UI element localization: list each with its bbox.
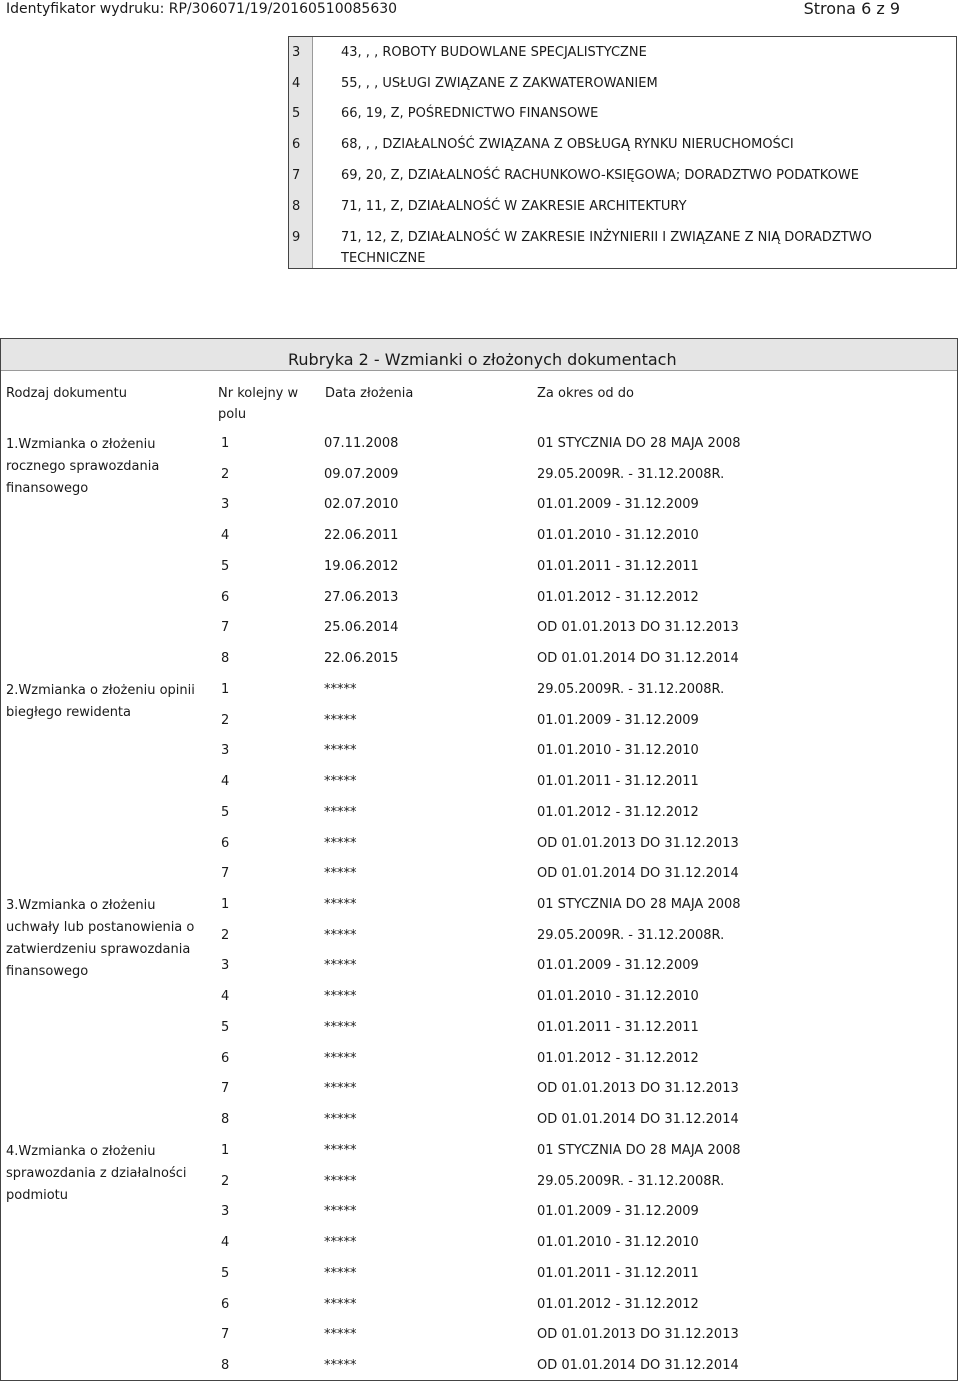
entry-number: 3 xyxy=(221,497,230,512)
reporting-period: 01.01.2010 - 31.12.2010 xyxy=(537,989,699,1004)
pkd-row-text: 55, , , USŁUGI ZWIĄZANE Z ZAKWATEROWANIEM xyxy=(341,76,658,91)
pkd-row-number: 3 xyxy=(292,45,301,60)
document-group-label: 3.Wzmianka o złożeniu uchwały lub postanowienia o zatwierdzeniu sprawozdania finansowego xyxy=(6,898,195,979)
filing-date: 02.07.2010 xyxy=(324,497,399,512)
entry-number: 4 xyxy=(221,528,230,543)
reporting-period: 01.01.2012 - 31.12.2012 xyxy=(537,805,699,820)
reporting-period: OD 01.01.2013 DO 31.12.2013 xyxy=(537,1327,739,1342)
reporting-period: 01.01.2011 - 31.12.2011 xyxy=(537,1266,699,1281)
reporting-period: OD 01.01.2013 DO 31.12.2013 xyxy=(537,1081,739,1096)
page-number: Strona 6 z 9 xyxy=(803,0,900,18)
filing-date: ***** xyxy=(324,866,357,881)
pkd-row-number: 8 xyxy=(292,199,301,214)
reporting-period: 01.01.2012 - 31.12.2012 xyxy=(537,1297,699,1312)
document-group-label: 2.Wzmianka o złożeniu opinii biegłego rewidenta xyxy=(6,683,195,720)
reporting-period: 01.01.2009 - 31.12.2009 xyxy=(537,1204,699,1219)
filing-date: ***** xyxy=(324,805,357,820)
pkd-row-number: 7 xyxy=(292,168,301,183)
filing-date: ***** xyxy=(324,928,357,943)
reporting-period: OD 01.01.2013 DO 31.12.2013 xyxy=(537,836,739,851)
filing-date: ***** xyxy=(324,1327,357,1342)
entry-number: 5 xyxy=(221,559,230,574)
rubric-header-bar xyxy=(1,339,957,371)
pkd-row-text: 71, 12, Z, DZIAŁALNOŚĆ W ZAKRESIE INŻYNIERII I ZWIĄZANE Z NIĄ DORADZTWO TECHNICZNE xyxy=(341,230,872,266)
entry-number: 4 xyxy=(221,774,230,789)
entry-number: 1 xyxy=(221,436,230,451)
reporting-period: 29.05.2009R. - 31.12.2008R. xyxy=(537,928,725,943)
filing-date: ***** xyxy=(324,1051,357,1066)
pkd-row-number: 4 xyxy=(292,76,301,91)
entry-number: 7 xyxy=(221,1081,230,1096)
column-header-date: Data złożenia xyxy=(325,386,414,401)
entry-number: 4 xyxy=(221,989,230,1004)
filing-date: ***** xyxy=(324,743,357,758)
reporting-period: 01.01.2011 - 31.12.2011 xyxy=(537,559,699,574)
entry-number: 6 xyxy=(221,1297,230,1312)
filing-date: 09.07.2009 xyxy=(324,467,399,482)
filing-date: 07.11.2008 xyxy=(324,436,399,451)
pkd-row-text: 68, , , DZIAŁALNOŚĆ ZWIĄZANA Z OBSŁUGĄ RYNKU NIERUCHOMOŚCI xyxy=(341,137,794,152)
pkd-row-text: 71, 11, Z, DZIAŁALNOŚĆ W ZAKRESIE ARCHITEKTURY xyxy=(341,199,687,214)
reporting-period: OD 01.01.2014 DO 31.12.2014 xyxy=(537,651,739,666)
filing-date: ***** xyxy=(324,989,357,1004)
entry-number: 7 xyxy=(221,866,230,881)
column-header-doc-type: Rodzaj dokumentu xyxy=(6,386,127,401)
reporting-period: 01.01.2009 - 31.12.2009 xyxy=(537,958,699,973)
filing-date: ***** xyxy=(324,1297,357,1312)
reporting-period: 01.01.2010 - 31.12.2010 xyxy=(537,528,699,543)
entry-number: 5 xyxy=(221,1020,230,1035)
column-header-period: Za okres od do xyxy=(537,386,634,401)
filing-date: ***** xyxy=(324,1081,357,1096)
reporting-period: 01 STYCZNIA DO 28 MAJA 2008 xyxy=(537,1143,741,1158)
filing-date: ***** xyxy=(324,1143,357,1158)
page-header xyxy=(0,0,960,20)
document-group-label: 1.Wzmianka o złożeniu rocznego sprawozdania finansowego xyxy=(6,437,160,496)
pkd-row-number: 5 xyxy=(292,106,301,121)
reporting-period: 29.05.2009R. - 31.12.2008R. xyxy=(537,682,725,697)
filing-date: ***** xyxy=(324,774,357,789)
entry-number: 7 xyxy=(221,1327,230,1342)
filing-date: ***** xyxy=(324,1204,357,1219)
print-identifier: Identyfikator wydruku: RP/306071/19/20160510085630 xyxy=(6,1,398,17)
filing-date: ***** xyxy=(324,1174,357,1189)
reporting-period: 01.01.2012 - 31.12.2012 xyxy=(537,1051,699,1066)
entry-number: 6 xyxy=(221,1051,230,1066)
entry-number: 2 xyxy=(221,928,230,943)
filing-date: ***** xyxy=(324,1112,357,1127)
reporting-period: 01.01.2011 - 31.12.2011 xyxy=(537,1020,699,1035)
reporting-period: 29.05.2009R. - 31.12.2008R. xyxy=(537,1174,725,1189)
filing-date: ***** xyxy=(324,1358,357,1373)
entry-number: 4 xyxy=(221,1235,230,1250)
reporting-period: OD 01.01.2014 DO 31.12.2014 xyxy=(537,1358,739,1373)
reporting-period: 01.01.2010 - 31.12.2010 xyxy=(537,743,699,758)
reporting-period: OD 01.01.2013 DO 31.12.2013 xyxy=(537,620,739,635)
documents-rubric-table xyxy=(0,338,958,1381)
filing-date: ***** xyxy=(324,897,357,912)
reporting-period: 01.01.2012 - 31.12.2012 xyxy=(537,590,699,605)
filing-date: ***** xyxy=(324,682,357,697)
filing-date: ***** xyxy=(324,1266,357,1281)
reporting-period: 01 STYCZNIA DO 28 MAJA 2008 xyxy=(537,897,741,912)
column-header-number: Nr kolejny w polu xyxy=(218,386,299,422)
pkd-row-number: 6 xyxy=(292,137,301,152)
entry-number: 3 xyxy=(221,958,230,973)
entry-number: 6 xyxy=(221,590,230,605)
filing-date: 22.06.2015 xyxy=(324,651,399,666)
rubric-title: Rubryka 2 - Wzmianki o złożonych dokumentach xyxy=(288,350,677,369)
filing-date: ***** xyxy=(324,958,357,973)
entry-number: 7 xyxy=(221,620,230,635)
entry-number: 8 xyxy=(221,1112,230,1127)
reporting-period: 01.01.2009 - 31.12.2009 xyxy=(537,713,699,728)
entry-number: 1 xyxy=(221,1143,230,1158)
entry-number: 8 xyxy=(221,651,230,666)
entry-number: 5 xyxy=(221,805,230,820)
reporting-period: 29.05.2009R. - 31.12.2008R. xyxy=(537,467,725,482)
filing-date: ***** xyxy=(324,1020,357,1035)
reporting-period: OD 01.01.2014 DO 31.12.2014 xyxy=(537,866,739,881)
entry-number: 6 xyxy=(221,836,230,851)
reporting-period: OD 01.01.2014 DO 31.12.2014 xyxy=(537,1112,739,1127)
reporting-period: 01.01.2010 - 31.12.2010 xyxy=(537,1235,699,1250)
pkd-row-text: 66, 19, Z, POŚREDNICTWO FINANSOWE xyxy=(341,106,599,121)
reporting-period: 01 STYCZNIA DO 28 MAJA 2008 xyxy=(537,436,741,451)
entry-number: 1 xyxy=(221,897,230,912)
entry-number: 3 xyxy=(221,1204,230,1219)
filing-date: ***** xyxy=(324,836,357,851)
entry-number: 2 xyxy=(221,713,230,728)
filing-date: ***** xyxy=(324,1235,357,1250)
filing-date: 22.06.2011 xyxy=(324,528,399,543)
filing-date: ***** xyxy=(324,713,357,728)
pkd-row-text: 69, 20, Z, DZIAŁALNOŚĆ RACHUNKOWO-KSIĘGOWA; DORADZTWO PODATKOWE xyxy=(341,168,859,183)
pkd-row-number: 9 xyxy=(292,230,301,245)
entry-number: 2 xyxy=(221,467,230,482)
filing-date: 19.06.2012 xyxy=(324,559,399,574)
pkd-activities-table xyxy=(288,36,957,269)
reporting-period: 01.01.2009 - 31.12.2009 xyxy=(537,497,699,512)
reporting-period: 01.01.2011 - 31.12.2011 xyxy=(537,774,699,789)
filing-date: 25.06.2014 xyxy=(324,620,399,635)
document-group-label: 4.Wzmianka o złożeniu sprawozdania z działalności podmiotu xyxy=(6,1144,187,1203)
entry-number: 5 xyxy=(221,1266,230,1281)
entry-number: 1 xyxy=(221,682,230,697)
entry-number: 3 xyxy=(221,743,230,758)
pkd-row-text: 43, , , ROBOTY BUDOWLANE SPECJALISTYCZNE xyxy=(341,45,647,60)
entry-number: 8 xyxy=(221,1358,230,1373)
entry-number: 2 xyxy=(221,1174,230,1189)
filing-date: 27.06.2013 xyxy=(324,590,399,605)
